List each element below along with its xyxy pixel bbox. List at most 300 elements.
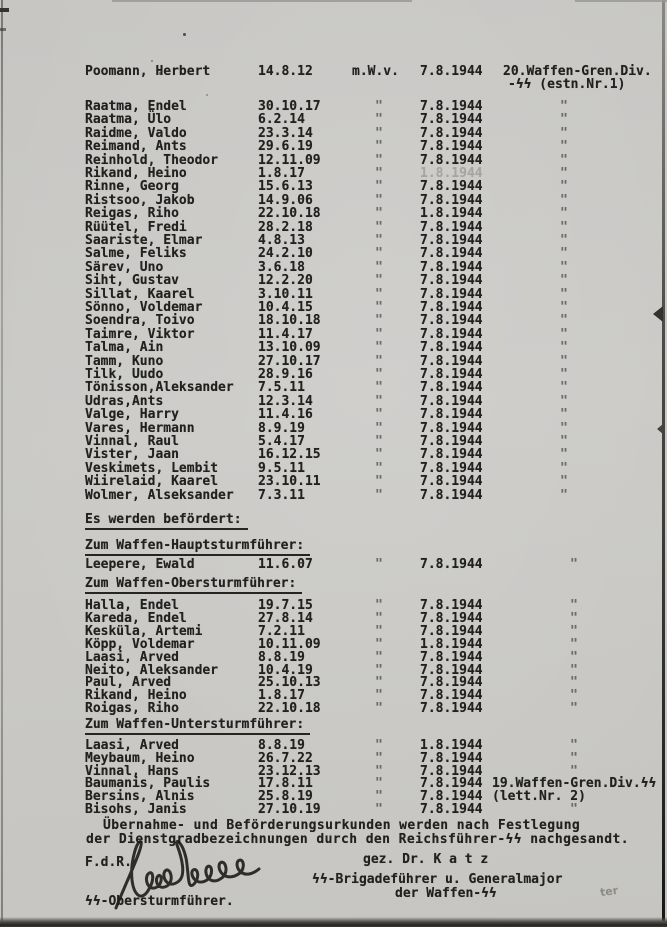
- ditto-mark: ": [375, 789, 383, 804]
- name-cell: Vares, Hermann: [85, 421, 195, 436]
- date-cell: 7.8.1944: [420, 488, 483, 503]
- date-cell: 1.8.1944: [420, 738, 483, 753]
- date-cell: 7.8.1944: [420, 340, 483, 355]
- date-cell: 7.8.1944: [420, 751, 483, 766]
- personnel-row: [0, 300, 667, 314]
- personnel-row: [0, 434, 667, 448]
- name-cell: Rüütel, Fredi: [85, 220, 187, 235]
- personnel-row: [0, 246, 667, 260]
- date-cell: 7.8.1944: [420, 179, 483, 194]
- ditto-mark: ": [375, 313, 383, 328]
- signer-rank-line1: ϟϟ-Brigadeführer u. Generalmajor: [312, 872, 563, 887]
- date-cell: 7.8.1944: [420, 380, 483, 395]
- name-cell: Wolmer, Alseksander: [85, 488, 234, 503]
- birthdate-cell: 14.9.06: [258, 193, 313, 208]
- mwv-label: m.W.v.: [352, 64, 399, 79]
- paper-speck: [206, 94, 208, 96]
- ditto-mark: ": [375, 447, 383, 462]
- personnel-row: [0, 193, 667, 207]
- name-cell: Bisohs, Janis: [85, 802, 187, 817]
- birthdate-cell: 29.6.19: [258, 139, 313, 154]
- personnel-row: [0, 233, 667, 247]
- personnel-row: [0, 407, 667, 421]
- birthdate-cell: 17.8.11: [258, 776, 313, 791]
- personnel-row: [0, 650, 667, 664]
- name-cell: Laasi, Arved: [85, 650, 179, 665]
- personnel-row: [0, 354, 667, 368]
- ditto-mark: ": [375, 764, 383, 779]
- birthdate-cell: 30.10.17: [258, 99, 321, 114]
- ditto-mark: ": [570, 637, 578, 652]
- ditto-mark: ": [570, 701, 578, 716]
- ditto-mark: ": [570, 802, 578, 817]
- name-cell: Udras,Ants: [85, 394, 164, 409]
- ditto-mark: ": [560, 327, 568, 342]
- signed-by-label: gez. Dr. K a t z: [363, 852, 489, 867]
- personnel-row: [0, 220, 667, 234]
- division-cell-line1: 20.Waffen-Gren.Div.: [503, 64, 652, 79]
- birthdate-cell: 15.6.13: [258, 179, 313, 194]
- birthdate-cell: 16.12.15: [258, 447, 321, 462]
- ditto-mark: ": [560, 112, 568, 127]
- personnel-row: [0, 327, 667, 341]
- division-cell: (lett.Nr. 2): [492, 789, 586, 804]
- date-cell: 7.8.1944: [420, 139, 483, 154]
- ditto-mark: ": [375, 233, 383, 248]
- ditto-mark: ": [560, 313, 568, 328]
- date-cell: 7.8.1944: [420, 421, 483, 436]
- date-cell: 7.8.1944: [420, 287, 483, 302]
- personnel-row: [0, 751, 667, 765]
- birthdate-cell: 11.4.16: [258, 407, 313, 422]
- personnel-row: [0, 112, 667, 126]
- date-cell: 1.8.1944: [420, 206, 483, 221]
- personnel-row: [0, 367, 667, 381]
- ditto-mark: ": [375, 193, 383, 208]
- name-cell: Saariste, Elmar: [85, 233, 203, 248]
- birthdate-cell: 5.4.17: [258, 434, 305, 449]
- date-cell: 7.8.1944: [420, 126, 483, 141]
- ditto-mark: ": [375, 327, 383, 342]
- birthdate-cell: 3.6.18: [258, 260, 305, 275]
- birthdate-cell: 9.5.11: [258, 461, 305, 476]
- name-cell: Roigas, Riho: [85, 701, 179, 716]
- name-cell: Köpp, Voldemar: [85, 637, 195, 652]
- scan-edge-top-2: [575, 0, 667, 2]
- date-cell: 7.8.1944: [420, 624, 483, 639]
- personnel-row: [0, 421, 667, 435]
- ditto-mark: ": [560, 233, 568, 248]
- personnel-row: [0, 166, 667, 180]
- ditto-mark: ": [560, 407, 568, 422]
- name-cell: Meybaum, Heino: [85, 751, 195, 766]
- ditto-mark: ": [560, 394, 568, 409]
- date-cell: 1.8.1944: [420, 637, 483, 652]
- ditto-mark: ": [570, 675, 578, 690]
- ditto-mark: ": [375, 340, 383, 355]
- personnel-row: [0, 474, 667, 488]
- ditto-mark: ": [375, 206, 383, 221]
- birthdate-cell: 12.2.20: [258, 273, 313, 288]
- birthdate-cell: 18.10.18: [258, 313, 321, 328]
- ditto-mark: ": [560, 260, 568, 275]
- division-cell: 19.Waffen-Gren.Div.ϟϟ: [492, 776, 657, 791]
- birthdate-cell: 1.8.17: [258, 166, 305, 181]
- personnel-row: [0, 789, 667, 803]
- ditto-mark: ": [375, 166, 383, 181]
- ditto-mark: ": [375, 246, 383, 261]
- date-cell: 7.8.1944: [420, 776, 483, 791]
- personnel-row: [0, 688, 667, 702]
- ditto-mark: ": [375, 380, 383, 395]
- name-cell: Halla, Endel: [85, 598, 179, 613]
- ditto-mark: ": [375, 300, 383, 315]
- date-cell: 7.8.1944: [420, 153, 483, 168]
- date-cell: 7.8.1944: [420, 650, 483, 665]
- date-cell: 7.8.1944: [420, 663, 483, 678]
- personnel-row: [0, 313, 667, 327]
- personnel-row: [0, 776, 667, 790]
- name-cell: Baumanis, Paulis: [85, 776, 211, 791]
- division-cell-line2: -ϟϟ (estn.Nr.1): [508, 77, 626, 92]
- date-cell: 7.8.1944: [420, 802, 483, 817]
- ditto-mark: ": [560, 367, 568, 382]
- ditto-mark: ": [560, 380, 568, 395]
- birthdate-cell: 3.10.11: [258, 287, 313, 302]
- scan-mark: [0, 28, 6, 31]
- name-cell: Rikand, Heino: [85, 166, 187, 181]
- personnel-row: [0, 340, 667, 354]
- date-cell: 7.8.1944: [420, 611, 483, 626]
- birthdate-cell: 11.6.07: [258, 557, 313, 572]
- ditto-mark: ": [375, 99, 383, 114]
- name-cell: Tamm, Kuno: [85, 354, 164, 369]
- ditto-mark: ": [560, 273, 568, 288]
- personnel-row: [0, 637, 667, 651]
- ditto-mark: ": [375, 260, 383, 275]
- ditto-mark: ": [375, 675, 383, 690]
- personnel-row: [0, 126, 667, 140]
- ditto-mark: ": [570, 611, 578, 626]
- birthdate-cell: 7.3.11: [258, 488, 305, 503]
- name-cell: Vister, Jaan: [85, 447, 179, 462]
- ditto-mark: ": [375, 139, 383, 154]
- name-cell: Paul, Arved: [85, 675, 172, 690]
- ditto-mark: ": [570, 688, 578, 703]
- ditto-mark: ": [560, 340, 568, 355]
- birthdate-cell: 13.10.09: [258, 340, 321, 355]
- personnel-row: [0, 394, 667, 408]
- name-cell: Ristsoo, Jakob: [85, 193, 195, 208]
- ditto-mark: ": [560, 139, 568, 154]
- section-heading-hauptsturmfuehrer: Zum Waffen-Hauptsturmführer:: [85, 538, 310, 556]
- birthdate-cell: 27.8.14: [258, 611, 313, 626]
- name-cell: Poomann, Herbert: [85, 64, 211, 79]
- date-cell: 7.8.1944: [420, 193, 483, 208]
- ditto-mark: ": [375, 611, 383, 626]
- footer-note-line2: der Dienstgradbezeichnungen durch den Reichsführer-ϟϟ nachgesandt.: [86, 832, 629, 847]
- date-cell: 7.8.1944: [420, 246, 483, 261]
- name-cell: Rikand, Heino: [85, 688, 187, 703]
- name-cell: Laasi, Arved: [85, 738, 179, 753]
- personnel-row: [0, 260, 667, 274]
- birthdate-cell: 11.4.17: [258, 327, 313, 342]
- birthdate-cell: 23.3.14: [258, 126, 313, 141]
- ditto-mark: ": [375, 461, 383, 476]
- date-cell: 7.8.1944: [420, 273, 483, 288]
- ditto-mark: ": [375, 557, 383, 572]
- name-cell: Bersins, Alnis: [85, 789, 195, 804]
- date-cell: 7.8.1944: [420, 434, 483, 449]
- left-rank-label: ϟϟ-Obersturmführer.: [85, 894, 234, 909]
- date-cell: 7.8.1944: [420, 64, 483, 79]
- personnel-row: [0, 488, 667, 502]
- ditto-mark: ": [375, 153, 383, 168]
- personnel-row: [0, 139, 667, 153]
- name-cell: Valge, Harry: [85, 407, 179, 422]
- birthdate-cell: 19.7.15: [258, 598, 313, 613]
- ditto-mark: ": [570, 624, 578, 639]
- name-cell: Soendra, Toivo: [85, 313, 195, 328]
- birthdate-cell: 12.11.09: [258, 153, 321, 168]
- date-cell: 7.8.1944: [420, 461, 483, 476]
- ditto-mark: ": [375, 434, 383, 449]
- faint-handwriting: ter: [599, 883, 619, 900]
- ditto-mark: ": [375, 394, 383, 409]
- name-cell: Tilk, Uudo: [85, 367, 164, 382]
- ditto-mark: ": [560, 421, 568, 436]
- personnel-row: [0, 598, 667, 612]
- birthdate-cell: 24.2.10: [258, 246, 313, 261]
- paper-speck: [151, 60, 153, 62]
- ditto-mark: ": [375, 650, 383, 665]
- date-cell: 7.8.1944: [420, 300, 483, 315]
- ditto-mark: ": [375, 287, 383, 302]
- ditto-mark: ": [560, 474, 568, 489]
- name-cell: Talma, Ain: [85, 340, 164, 355]
- ditto-mark: ": [570, 764, 578, 779]
- date-cell: 7.8.1944: [420, 701, 483, 716]
- scan-edge-top-1: [112, 0, 412, 2]
- date-cell: 7.8.1944: [420, 99, 483, 114]
- personnel-row: [0, 701, 667, 715]
- ditto-mark: ": [560, 287, 568, 302]
- name-cell: Reinhold, Theodor: [85, 153, 219, 168]
- date-cell: 7.8.1944: [420, 367, 483, 382]
- name-cell: Särev, Uno: [85, 260, 164, 275]
- ditto-mark: ": [570, 751, 578, 766]
- ditto-mark: ": [560, 246, 568, 261]
- section-heading-obersturmfuehrer: Zum Waffen-Obersturmführer:: [85, 576, 302, 594]
- birthdate-cell: 25.10.13: [258, 675, 321, 690]
- ditto-mark: ": [560, 488, 568, 503]
- birthdate-cell: 25.8.19: [258, 789, 313, 804]
- signer-rank-line2: der Waffen-ϟϟ: [395, 886, 497, 901]
- birthdate-cell: 26.7.22: [258, 751, 313, 766]
- ditto-mark: ": [570, 598, 578, 613]
- fdr-label: F.d.R.: [85, 855, 132, 870]
- name-cell: Tönisson,Aleksander: [85, 380, 234, 395]
- personnel-row: [0, 99, 667, 113]
- personnel-row: [0, 380, 667, 394]
- personnel-row: [0, 738, 667, 752]
- birthdate-cell: 22.10.18: [258, 206, 321, 221]
- name-cell: Siht, Gustav: [85, 273, 179, 288]
- ditto-mark: ": [560, 99, 568, 114]
- ditto-mark: ": [560, 354, 568, 369]
- date-cell: 7.8.1944: [420, 313, 483, 328]
- date-cell: 7.8.1944: [420, 474, 483, 489]
- name-cell: Salme, Feliks: [85, 246, 187, 261]
- birthdate-cell: 8.8.19: [258, 650, 305, 665]
- ditto-mark: ": [375, 421, 383, 436]
- ditto-mark: ": [375, 354, 383, 369]
- birthdate-cell: 10.4.19: [258, 663, 313, 678]
- date-cell: 7.8.1944: [420, 675, 483, 690]
- birthdate-cell: 8.9.19: [258, 421, 305, 436]
- name-cell: Raatma, Ülo: [85, 112, 172, 127]
- personnel-row: [0, 287, 667, 301]
- ditto-mark: ": [560, 166, 568, 181]
- birthdate-cell: 7.2.11: [258, 624, 305, 639]
- personnel-row: [0, 206, 667, 220]
- ditto-mark: ": [375, 688, 383, 703]
- scan-mark: [0, 8, 9, 12]
- date-cell: 7.8.1944: [420, 557, 483, 572]
- ditto-mark: ": [560, 126, 568, 141]
- name-cell: Neito, Aleksander: [85, 663, 219, 678]
- date-cell: 7.8.1944: [420, 764, 483, 779]
- ditto-mark: ": [375, 179, 383, 194]
- date-cell: 7.8.1944: [420, 354, 483, 369]
- ditto-mark: ": [375, 367, 383, 382]
- ditto-mark: ": [375, 474, 383, 489]
- birthdate-cell: 27.10.19: [258, 802, 321, 817]
- ditto-mark: ": [375, 738, 383, 753]
- personnel-row: [0, 802, 667, 816]
- personnel-row: [0, 624, 667, 638]
- ditto-mark: ": [375, 624, 383, 639]
- personnel-row: [0, 675, 667, 689]
- ditto-mark: ": [375, 407, 383, 422]
- ditto-mark: ": [560, 193, 568, 208]
- date-cell: 7.8.1944: [420, 447, 483, 462]
- name-cell: Taimre, Viktor: [85, 327, 195, 342]
- ditto-mark: ": [560, 153, 568, 168]
- birthdate-cell: 4.8.13: [258, 233, 305, 248]
- name-cell: Veskimets, Lembit: [85, 461, 219, 476]
- ditto-mark: ": [375, 637, 383, 652]
- birthdate-cell: 28.2.18: [258, 220, 313, 235]
- birthdate-cell: 14.8.12: [258, 64, 313, 79]
- date-cell: 7.8.1944: [420, 598, 483, 613]
- ditto-mark: ": [375, 112, 383, 127]
- name-cell: Wiirelaid, Kaarel: [85, 474, 219, 489]
- name-cell: Reimand, Ants: [85, 139, 187, 154]
- personnel-row: [0, 153, 667, 167]
- name-cell: Kesküla, Artemi: [85, 624, 203, 639]
- ditto-mark: ": [375, 220, 383, 235]
- birthdate-cell: 10.11.09: [258, 637, 321, 652]
- name-cell: Vinnal, Hans: [85, 764, 179, 779]
- ditto-mark: ": [375, 126, 383, 141]
- personnel-row: [0, 557, 667, 571]
- birthdate-cell: 12.3.14: [258, 394, 313, 409]
- ditto-mark: ": [560, 434, 568, 449]
- birthdate-cell: 28.9.16: [258, 367, 313, 382]
- personnel-row: [0, 461, 667, 475]
- ditto-mark: ": [375, 751, 383, 766]
- date-cell: 7.8.1944: [420, 394, 483, 409]
- date-cell: 7.8.1944: [420, 220, 483, 235]
- ditto-mark: ": [375, 598, 383, 613]
- ditto-mark: ": [375, 663, 383, 678]
- ditto-mark: ": [560, 461, 568, 476]
- name-cell: Sillat, Kaarel: [85, 287, 195, 302]
- date-cell: 7.8.1944: [420, 327, 483, 342]
- name-cell: Sönno, Voldemar: [85, 300, 203, 315]
- ditto-mark: ": [570, 650, 578, 665]
- name-cell: Kareda, Endel: [85, 611, 187, 626]
- ditto-mark: ": [560, 220, 568, 235]
- ditto-mark: ": [560, 206, 568, 221]
- ditto-mark: ": [570, 738, 578, 753]
- footer-note-line1: Übernahme- und Beförderungsurkunden werden nach Festlegung: [103, 818, 581, 833]
- ditto-mark: ": [560, 300, 568, 315]
- ditto-mark: ": [570, 557, 578, 572]
- birthdate-cell: 23.12.13: [258, 764, 321, 779]
- birthdate-cell: 7.5.11: [258, 380, 305, 395]
- date-cell: 7.8.1944: [420, 407, 483, 422]
- ditto-mark: ": [375, 802, 383, 817]
- section-heading-intro: Es werden befördert:: [85, 512, 248, 530]
- name-cell: Raidme, Valdo: [85, 126, 187, 141]
- ditto-mark: ": [570, 663, 578, 678]
- name-cell: Vinnal, Raul: [85, 434, 179, 449]
- paper-speck: [183, 33, 186, 36]
- name-cell: Leepere, Ewald: [85, 557, 195, 572]
- scan-edge-bottom: [0, 917, 667, 927]
- date-cell: 7.8.1944: [420, 688, 483, 703]
- ditto-mark: ": [375, 273, 383, 288]
- ditto-mark: ": [560, 179, 568, 194]
- personnel-row: [0, 611, 667, 625]
- name-cell: Reigas, Riho: [85, 206, 179, 221]
- birthdate-cell: 23.10.11: [258, 474, 321, 489]
- birthdate-cell: 1.8.17: [258, 688, 305, 703]
- birthdate-cell: 27.10.17: [258, 354, 321, 369]
- birthdate-cell: 6.2.14: [258, 112, 305, 127]
- date-cell: 7.8.1944: [420, 233, 483, 248]
- birthdate-cell: 10.4.15: [258, 300, 313, 315]
- personnel-row: [0, 273, 667, 287]
- ditto-mark: ": [375, 776, 383, 791]
- date-cell: 1.8.1944: [420, 166, 483, 181]
- personnel-row: [0, 179, 667, 193]
- name-cell: Rinne, Georg: [85, 179, 179, 194]
- birthdate-cell: 22.10.18: [258, 701, 321, 716]
- birthdate-cell: 8.8.19: [258, 738, 305, 753]
- ditto-mark: ": [375, 701, 383, 716]
- date-cell: 7.8.1944: [420, 789, 483, 804]
- ditto-mark: ": [375, 488, 383, 503]
- section-heading-untersturmfuehrer: Zum Waffen-Untersturmführer:: [85, 717, 310, 735]
- signature-scribble: [102, 836, 267, 916]
- personnel-row: [0, 447, 667, 461]
- ditto-mark: ": [560, 447, 568, 462]
- name-cell: Raatma, Endel: [85, 99, 187, 114]
- date-cell: 7.8.1944: [420, 260, 483, 275]
